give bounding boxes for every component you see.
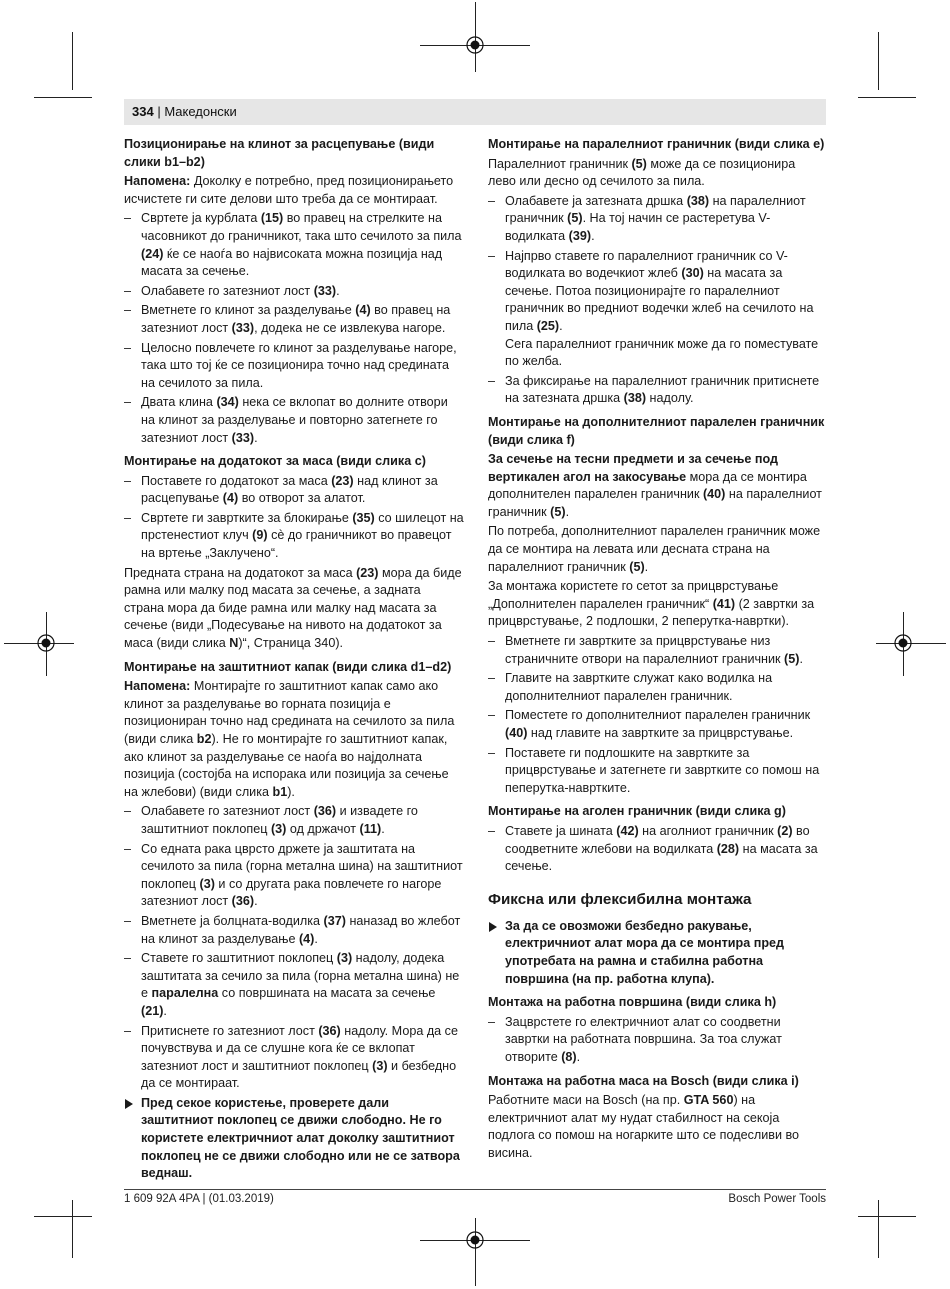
- bold-reference: (34): [216, 395, 239, 410]
- section-title: Позиционирање на клинот за расцепување (види слики b1–b2): [124, 137, 435, 169]
- bold-reference: (42): [616, 823, 639, 838]
- footer-brand: Bosch Power Tools: [728, 1193, 826, 1205]
- note-paragraph: [124, 173, 464, 208]
- crop-mark: [72, 1200, 73, 1258]
- safety-warning: За да се овозможи безбедно ракување, електричниот алат мора да се монтира пред употребата на рамна и стабилна работна површина (на пр. работна клупа).: [488, 918, 826, 988]
- section-title: Монтажа на работна маса на Bosch (види слика i): [488, 1073, 799, 1088]
- list-item: – Поставете го додатокот за маса (23) над клинот за расцепување (4) во отворот за алатот.: [124, 473, 464, 508]
- bold-reference: (38): [686, 193, 710, 208]
- page-number: 334: [132, 104, 154, 119]
- list-item: – Поместете го дополнителниот паралелен граничник (40) над главите на завртките за прицврстување.: [488, 707, 826, 742]
- bold-reference: N: [229, 636, 239, 651]
- note-text: Доколку е потребно, пред позиционирањето исчистете ги сите делови што треба да се монтираат.: [124, 174, 454, 206]
- bold-reference: (33): [231, 430, 255, 445]
- list-item: – Олабавете го затезниот лост (36) и извадете го заштитниот поклопец (3) од држачот (11).: [124, 803, 464, 838]
- bold-reference: (3): [372, 1058, 388, 1073]
- header-text: [132, 104, 237, 120]
- bold-reference: За сечење на тесни предмети и за сечење под вертикален агол на закосување: [488, 452, 779, 484]
- list-item-subtext: Сега паралелниот граничник може да го поместувате по желба.: [505, 336, 819, 369]
- paragraph: За сечење на тесни предмети и за сечење под вертикален агол на закосување мора да се монтира дополнителен паралелен граничник (40) на паралелниот граничник (5).: [488, 452, 822, 519]
- bold-reference: (25): [536, 318, 560, 333]
- bold-reference: (40): [702, 487, 726, 502]
- bold-reference: (36): [318, 1023, 341, 1038]
- bold-reference: (3): [336, 951, 353, 966]
- bold-reference: GTA 560: [683, 1093, 734, 1108]
- bold-reference: (38): [623, 391, 647, 406]
- section-title: Монтирање на паралелниот граничник (види слика e): [488, 137, 825, 151]
- bold-reference: (11): [359, 821, 382, 836]
- list-item-text: Најпрво ставете го паралелниот граничник со V-водилката во водечкиот жлеб (30) на масата за сечење. Потоа позиционирајте го паралелниот граничник во предниот водечки жлеб на сечилото на пила (25).: [505, 248, 814, 333]
- paragraph: Паралелниот граничник (5) може да се позиционира лево или десно од сечилото за пила.: [488, 156, 796, 189]
- section-title: Монтирање на додатокот за маса (види слика c): [124, 454, 426, 469]
- crop-mark: [858, 97, 916, 98]
- crop-mark: [34, 1216, 92, 1217]
- bold-reference: (39): [568, 228, 592, 243]
- list-item: – Вметнете ги завртките за прицврстување низ страничните отвори на паралелниот граничник (5).: [488, 633, 826, 668]
- bold-reference: (8): [561, 1049, 577, 1064]
- section-title: Монтирање на дополнителниот паралелен граничник (види слика f): [488, 414, 825, 447]
- bold-reference: (23): [356, 565, 379, 580]
- crop-mark: [72, 32, 73, 90]
- note-label: Напомена:: [124, 174, 191, 189]
- bold-reference: (4): [222, 491, 239, 506]
- section-heading: Фиксна или флексибилна монтажа: [488, 890, 752, 908]
- bold-reference: (33): [313, 283, 337, 298]
- bold-reference: Напомена:: [124, 679, 191, 694]
- registration-mark-icon: [892, 632, 914, 654]
- bold-reference: (2): [777, 823, 793, 838]
- bold-reference: (23): [331, 473, 354, 488]
- bold-reference: (40): [505, 726, 528, 740]
- paragraph: Предната страна на додатокот за маса (23) мора да биде рамна или малку под масата за сечење, а задната страна мора да биде рамна или малку над масата за сечење (види „Подесување на нивото на додатокот за маса (види слика N)“, Страница 340).: [124, 565, 462, 651]
- bold-reference: b2: [196, 732, 212, 746]
- bold-reference: паралелна: [151, 986, 219, 1001]
- bold-reference: (37): [323, 913, 346, 928]
- safety-warning: Пред секое користење, проверете дали заштитниот поклопец се движи слободно. Не го користете електричниот алат доколку заштитниот поклопец не се движи слободно или не се затвора веднаш.: [124, 1095, 464, 1183]
- bold-reference: (5): [784, 651, 800, 666]
- step-list: [124, 803, 464, 1093]
- paragraph: По потреба, дополнителниот паралелен граничник може да се монтира на левата или десната страна на паралелниот граничник (5).: [488, 524, 821, 574]
- note-paragraph: Напомена: Монтирајте го заштитниот капак само ако клинот за разделување во горната позиција е позициониран точно над средината на сечилото за пила (види слика b2). Не го монтирајте го заштитниот капак, ако клинот за разделување се наоѓа во најдолната позиција (состојба на испорака или позиција за сечење на жлебови) (види слика b1).: [124, 679, 455, 799]
- step-list: [124, 473, 464, 563]
- crop-mark: [34, 97, 92, 98]
- section-title: Монтирање на заштитниот капак (види слика d1–d2): [124, 659, 452, 674]
- crop-mark: [858, 1216, 916, 1217]
- bold-reference: (36): [231, 894, 255, 909]
- registration-mark-icon: [464, 34, 486, 56]
- bold-reference: (30): [681, 266, 704, 281]
- bold-reference: b1: [272, 784, 288, 799]
- bold-reference: (5): [550, 504, 566, 519]
- footer-doc-number: 1 609 92A 4PA | (01.03.2019): [124, 1193, 274, 1205]
- bold-reference: (5): [631, 156, 647, 171]
- step-list: [488, 1014, 826, 1067]
- list-item: – Олабавете го затезниот лост (33).: [124, 283, 464, 301]
- bold-reference: (9): [252, 528, 268, 543]
- list-item: – Вметнете го клинот за разделување (4) во правец на затезниот лост (33), додека не се извлекува нагоре.: [124, 302, 464, 337]
- left-column: [124, 136, 464, 1185]
- header-language: Македонски: [164, 104, 237, 119]
- page-header: [124, 99, 826, 125]
- right-column: [488, 136, 826, 1164]
- bold-reference: (28): [716, 841, 740, 856]
- list-item: [488, 248, 826, 371]
- list-item: – Со едната рака цврсто држете ја заштитата на сечилото за пила (горна метална шина) на заштитниот поклопец (3) и со другата рака повлечете го нагоре затезниот лост (36).: [124, 841, 464, 911]
- step-list: [488, 193, 826, 408]
- bold-reference: (5): [629, 559, 645, 574]
- crop-mark: [878, 1200, 879, 1258]
- bold-reference: (41): [712, 596, 736, 611]
- list-item: – Целосно повлечете го клинот за разделување нагоре, така што тој ќе се позиционира точно над средината на сечилото за пила.: [124, 340, 464, 393]
- list-item: – Олабавете ја затезната дршка (38) на паралелниот граничник (5). На тој начин се растеретува V-водилката (39).: [488, 193, 826, 246]
- bold-reference: (4): [298, 931, 315, 946]
- bold-reference: (35): [352, 510, 375, 525]
- bold-reference: (3): [199, 876, 215, 891]
- header-separator: |: [153, 104, 165, 119]
- bold-reference: (24): [141, 246, 164, 261]
- footer-rule: [124, 1189, 826, 1190]
- bold-reference: (21): [141, 1003, 164, 1018]
- bold-reference: (5): [567, 211, 583, 226]
- step-list: [488, 823, 826, 876]
- registration-mark-icon: [464, 1229, 486, 1251]
- list-item: – Свртете ја курблата (15) во правец на стрелките на часовникот до граничникот, така што сечилото за пила (24) ќе се наоѓа во највисоката можна позиција над масата за сечење.: [124, 210, 464, 280]
- paragraph: Работните маси на Bosch (на пр. GTA 560) на електричниот алат му нудат стабилност на секоја подлога со помош на ногарките што се подесливи во висина.: [488, 1093, 800, 1160]
- bold-reference: (3): [270, 821, 287, 836]
- paragraph: За монтажа користете го сетот за прицврстување „Дополнителен паралелен граничник“ (41) (2 завртки за прицврстување, 2 подлошки, 2 пеперутка-навртки).: [488, 579, 815, 629]
- list-item: – Ставете го заштитниот поклопец (3) надолу, додека заштитата за сечило за пила (горна метална шина) не е паралелна со површината на масата за сечење (21).: [124, 950, 464, 1020]
- bold-reference: (36): [313, 804, 337, 819]
- list-item: – Поставете ги подлошките на завртките за прицврстување и затегнете ги завртките со помош на пеперутка-навртките.: [488, 745, 826, 798]
- bold-reference: (4): [355, 303, 371, 318]
- step-list: [124, 210, 464, 447]
- list-item: – Двата клина (34) нека се вклопат во долните отвори на клинот за разделување и повторно затегнете го затезниот лост (33).: [124, 394, 464, 447]
- list-item: – Вметнете ја болцната-водилка (37) наназад во жлебот на клинот за разделување (4).: [124, 913, 464, 948]
- list-item: – Ставете ја шината (42) на аголниот граничник (2) во соодветните жлебови на водилката (28) на масата за сечење.: [488, 823, 826, 876]
- list-item: – Свртете ги завртките за блокирање (35) со шилецот на прстенестиот клуч (9) сè до граничникот во правецот на вртење „Заклучено“.: [124, 510, 464, 563]
- list-item: – Зацврстете го електричниот алат со соодветни завртки на работната површина. За тоа служат отворите (8).: [488, 1014, 826, 1067]
- bold-reference: (33): [231, 320, 255, 335]
- list-item: – Главите на завртките служат како водилка на дополнителниот паралелен граничник.: [488, 670, 826, 705]
- list-item: – Притиснете го затезниот лост (36) надолу. Мора да се почувствува и да се слушне кога ќе се вклопат затезниот лост и заштитниот поклопец (3) и безбедно да се монтираат.: [124, 1023, 464, 1093]
- list-item: – За фиксирање на паралелниот граничник притиснете на затезната дршка (38) надолу.: [488, 373, 826, 408]
- crop-mark: [878, 32, 879, 90]
- section-title: Монтирање на аголен граничник (види слика g): [488, 804, 786, 819]
- section-title: Монтажа на работна површина (види слика h): [488, 995, 777, 1010]
- registration-mark-icon: [35, 632, 57, 654]
- step-list: [488, 633, 826, 797]
- bold-reference: (15): [260, 211, 284, 226]
